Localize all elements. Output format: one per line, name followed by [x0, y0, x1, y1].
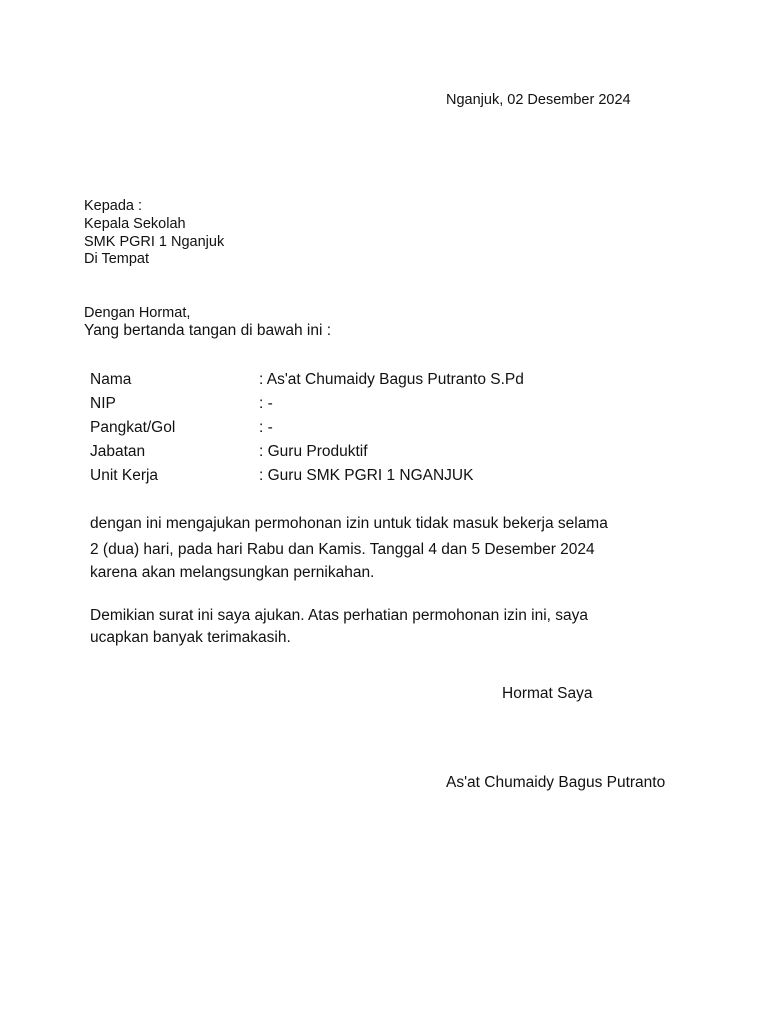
recipient-line-kepada: Kepada : — [84, 198, 143, 214]
field-value-pangkat: : - — [259, 419, 273, 436]
body-line-1: dengan ini mengajukan permohonan izin untuk tidak masuk bekerja selama — [90, 515, 608, 532]
recipient-line-school: SMK PGRI 1 Nganjuk — [84, 233, 225, 250]
body-line-3: karena akan melangsungkan pernikahan. — [90, 564, 375, 581]
field-label-unit-kerja: Unit Kerja — [90, 467, 159, 484]
recipient-line-title: Kepala Sekolah — [84, 215, 186, 232]
field-label-pangkat: Pangkat/Gol — [90, 419, 176, 436]
field-value-unit-kerja: : Guru SMK PGRI 1 NGANJUK — [259, 467, 474, 484]
field-label-nama: Nama — [90, 371, 132, 388]
field-value-nip: : - — [259, 395, 273, 412]
recipient-block — [84, 199, 224, 270]
recipient-line-place: Di Tempat — [84, 251, 150, 268]
salutation: Dengan Hormat, — [84, 305, 191, 321]
field-label-nip: NIP — [90, 395, 116, 412]
body-line-2: 2 (dua) hari, pada hari Rabu dan Kamis. Tanggal 4 dan 5 Desember 2024 — [90, 541, 595, 558]
field-value-jabatan: : Guru Produktif — [259, 443, 368, 460]
closing-line-1: Demikian surat ini saya ajukan. Atas perhatian permohonan izin ini, saya — [90, 607, 588, 624]
letter-date: Nganjuk, 02 Desember 2024 — [446, 92, 631, 108]
field-value-nama: : As'at Chumaidy Bagus Putranto S.Pd — [259, 371, 524, 388]
closing-line-2: ucapkan banyak terimakasih. — [90, 629, 291, 646]
field-label-jabatan: Jabatan — [90, 443, 146, 460]
signer-name: As'at Chumaidy Bagus Putranto — [446, 774, 666, 791]
intro-line: Yang bertanda tangan di bawah ini : — [84, 322, 332, 339]
closing-greeting: Hormat Saya — [502, 685, 593, 702]
